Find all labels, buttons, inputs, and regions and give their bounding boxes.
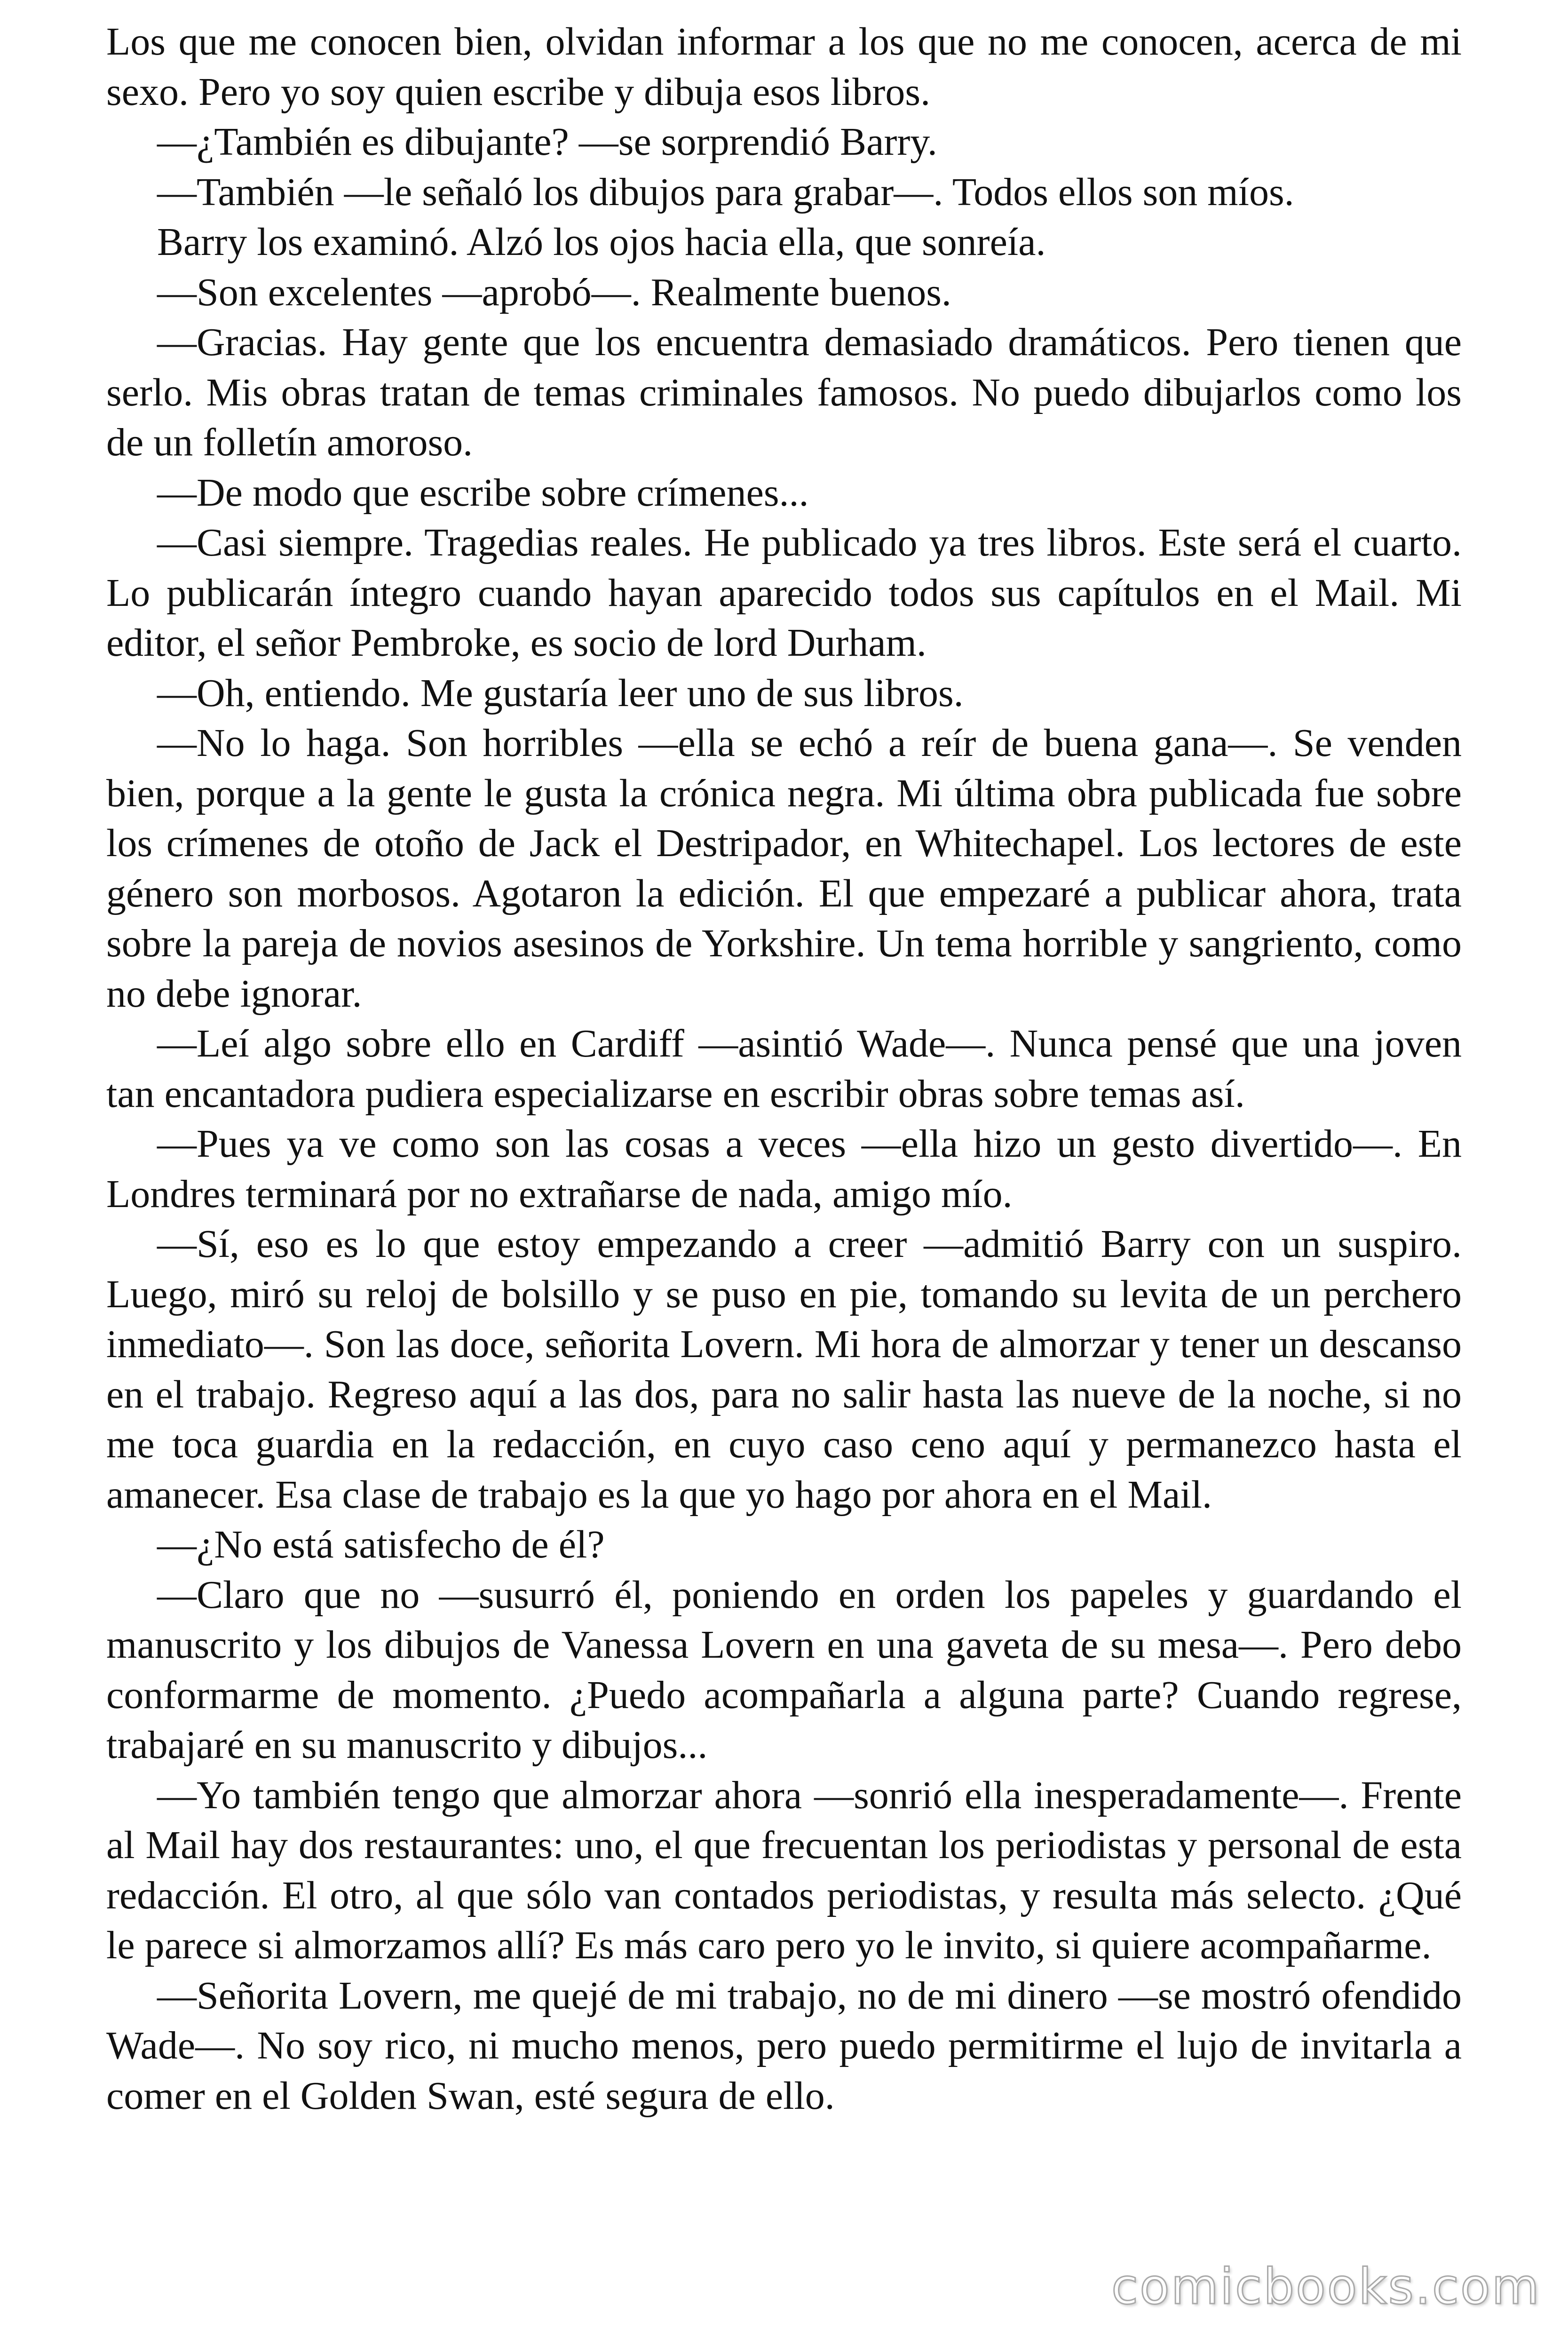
watermark-logo: comicbooks.com xyxy=(1111,2258,1541,2315)
paragraph: —Señorita Lovern, me quejé de mi trabajo, no de mi dinero —se mostró ofendido Wade—. No soy rico, ni mucho menos, pero puedo permitirme el lujo de invitarla a comer en el Golden Swan, esté segura de ello. xyxy=(106,1973,1462,2118)
paragraph: —Yo también tengo que almorzar ahora —sonrió ella inesperadamente—. Frente al Mail hay dos restaurantes: uno, el que frecuentan los periodistas y personal de esta redacción. El otro, al que sólo van contados periodistas, y resulta más selecto. ¿Qué le parece si almorzamos allí? Es más caro pero yo le invito, si quiere acompañarme. xyxy=(106,1773,1462,1967)
paragraph: —Casi siempre. Tragedias reales. He publicado ya tres libros. Este será el cuarto. Lo publicarán íntegro cuando hayan aparecido todos sus capítulos en el Mail. Mi editor, el señor Pembroke, es socio de lord Durham. xyxy=(106,521,1462,665)
paragraph: —Claro que no —susurró él, poniendo en orden los papeles y guardando el manuscrito y los dibujos de Vanessa Lovern en una gaveta de su mesa—. Pero debo conformarme de momento. ¿Puedo acompañarla a alguna parte? Cuando regrese, trabajaré en su manuscrito y dibujos... xyxy=(106,1573,1462,1767)
paragraph: —¿No está satisfecho de él? xyxy=(157,1523,605,1566)
paragraph: —Pues ya ve como son las cosas a veces —ella hizo un gesto divertido—. En Londres terminará por no extrañarse de nada, amigo mío. xyxy=(106,1122,1462,1216)
paragraph: —¿También es dibujante? —se sorprendió Barry. xyxy=(157,120,937,164)
paragraph: —No lo haga. Son horribles —ella se echó a reír de buena gana—. Se venden bien, porque a la gente le gusta la crónica negra. Mi última obra publicada fue sobre los crímenes de otoño de Jack el Destripador, en Whitechapel. Los lectores de este género son morbosos. Agotaron la edición. El que empezaré a publicar ahora, trata sobre la pareja de novios asesinos de Yorkshire. Un tema horrible y sangriento, como no debe ignorar. xyxy=(106,721,1462,1016)
paragraph: Barry los examinó. Alzó los ojos hacia ella, que sonreía. xyxy=(157,220,1046,264)
paragraph: —También —le señaló los dibujos para grabar—. Todos ellos son míos. xyxy=(157,170,1294,214)
paragraph: Los que me conocen bien, olvidan informar a los que no me conocen, acerca de mi sexo. Pero yo soy quien escribe y dibuja esos libros. xyxy=(106,20,1462,114)
book-page-text xyxy=(106,17,1462,2121)
paragraph: —Leí algo sobre ello en Cardiff —asintió Wade—. Nunca pensé que una joven tan encantadora pudiera especializarse en escribir obras sobre temas así. xyxy=(106,1022,1462,1116)
paragraph: —Gracias. Hay gente que los encuentra demasiado dramáticos. Pero tienen que serlo. Mis obras tratan de temas criminales famosos. No puedo dibujarlos como los de un folletín amoroso. xyxy=(106,320,1462,464)
paragraph: —Son excelentes —aprobó—. Realmente buenos. xyxy=(157,270,951,314)
paragraph: —Oh, entiendo. Me gustaría leer uno de sus libros. xyxy=(157,671,964,715)
paragraph: —Sí, eso es lo que estoy empezando a creer —admitió Barry con un suspiro. Luego, miró su reloj de bolsillo y se puso en pie, tomando su levita de un perchero inmediato—. Son las doce, señorita Lovern. Mi hora de almorzar y tener un descanso en el trabajo. Regreso aquí a las dos, para no salir hasta las nueve de la noche, si no me toca guardia en la redacción, en cuyo caso ceno aquí y permanezco hasta el amanecer. Esa clase de trabajo es la que yo hago por ahora en el Mail. xyxy=(106,1222,1462,1517)
paragraph: —De modo que escribe sobre crímenes... xyxy=(157,470,809,515)
